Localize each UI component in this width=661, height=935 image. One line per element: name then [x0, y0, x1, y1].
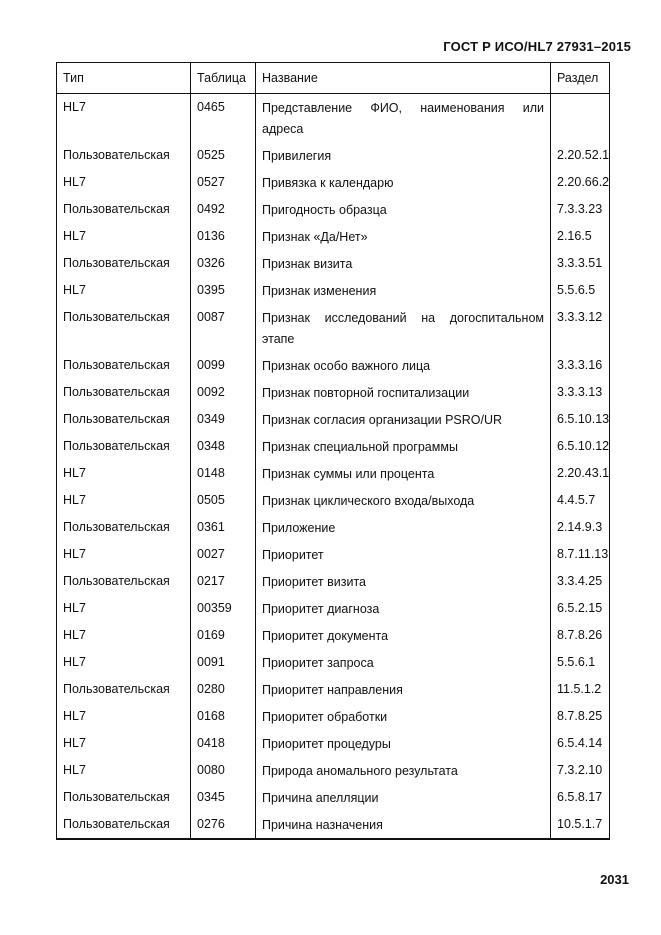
cell-name: Признак изменения — [256, 277, 551, 304]
cell-name: Причина назначения — [256, 811, 551, 839]
column-header-section: Раздел — [551, 63, 610, 94]
cell-type: Пользовательская — [57, 304, 191, 352]
cell-type: HL7 — [57, 541, 191, 568]
table-row — [57, 94, 610, 143]
cell-name: Приоритет визита — [256, 568, 551, 595]
table-row — [57, 223, 610, 250]
cell-type: HL7 — [57, 277, 191, 304]
cell-name: Признак повторной госпитализации — [256, 379, 551, 406]
cell-type: HL7 — [57, 223, 191, 250]
cell-table-code: 0091 — [191, 649, 256, 676]
cell-type: HL7 — [57, 169, 191, 196]
cell-section: 11.5.1.2 — [551, 676, 610, 703]
table-row — [57, 730, 610, 757]
cell-name: Приоритет документа — [256, 622, 551, 649]
cell-section: 3.3.3.16 — [551, 352, 610, 379]
cell-name: Признак особо важного лица — [256, 352, 551, 379]
cell-name: Привилегия — [256, 142, 551, 169]
cell-table-code: 0148 — [191, 460, 256, 487]
cell-type: HL7 — [57, 649, 191, 676]
table-row — [57, 142, 610, 169]
cell-section: 8.7.11.13 — [551, 541, 610, 568]
table-row — [57, 811, 610, 839]
cell-type: Пользовательская — [57, 568, 191, 595]
cell-section: 2.20.52.1 — [551, 142, 610, 169]
cell-table-code: 0361 — [191, 514, 256, 541]
table-row — [57, 676, 610, 703]
cell-type: Пользовательская — [57, 433, 191, 460]
cell-name: Признак циклического входа/выхода — [256, 487, 551, 514]
cell-name: Признак визита — [256, 250, 551, 277]
cell-name: Приоритет направления — [256, 676, 551, 703]
cell-name: Приоритет диагноза — [256, 595, 551, 622]
cell-type: HL7 — [57, 730, 191, 757]
cell-section: 6.5.4.14 — [551, 730, 610, 757]
cell-table-code: 0092 — [191, 379, 256, 406]
column-header-table: Таблица — [191, 63, 256, 94]
cell-section: 3.3.3.12 — [551, 304, 610, 352]
table-row — [57, 250, 610, 277]
cell-section — [551, 94, 610, 143]
cell-table-code: 0099 — [191, 352, 256, 379]
cell-table-code: 0168 — [191, 703, 256, 730]
cell-table-code: 0395 — [191, 277, 256, 304]
table-row — [57, 784, 610, 811]
cell-section: 5.5.6.5 — [551, 277, 610, 304]
cell-name: Приложение — [256, 514, 551, 541]
cell-table-code: 0280 — [191, 676, 256, 703]
cell-type: Пользовательская — [57, 514, 191, 541]
cell-section: 7.3.2.10 — [551, 757, 610, 784]
cell-section: 6.5.10.13 — [551, 406, 610, 433]
cell-name: Признак суммы или процента — [256, 460, 551, 487]
cell-type: Пользовательская — [57, 676, 191, 703]
table-row — [57, 406, 610, 433]
cell-table-code: 0492 — [191, 196, 256, 223]
cell-section: 3.3.3.51 — [551, 250, 610, 277]
cell-type: HL7 — [57, 460, 191, 487]
cell-table-code: 0348 — [191, 433, 256, 460]
page-number: 2031 — [600, 872, 629, 887]
standard-header: ГОСТ Р ИСО/HL7 27931–2015 — [443, 39, 631, 54]
cell-section: 2.16.5 — [551, 223, 610, 250]
cell-name: Приоритет процедуры — [256, 730, 551, 757]
cell-table-code: 0527 — [191, 169, 256, 196]
cell-table-code: 0326 — [191, 250, 256, 277]
table-row — [57, 487, 610, 514]
table-row — [57, 304, 610, 352]
cell-type: Пользовательская — [57, 352, 191, 379]
cell-section: 8.7.8.25 — [551, 703, 610, 730]
table-header-row — [57, 63, 610, 94]
table-row — [57, 277, 610, 304]
table-row — [57, 703, 610, 730]
cell-name: Признак специальной программы — [256, 433, 551, 460]
cell-name: Представление ФИО, наименования или адреса — [256, 94, 551, 143]
cell-section: 7.3.3.23 — [551, 196, 610, 223]
cell-table-code: 0080 — [191, 757, 256, 784]
cell-type: Пользовательская — [57, 196, 191, 223]
table-row — [57, 196, 610, 223]
data-table — [56, 62, 610, 840]
cell-table-code: 0217 — [191, 568, 256, 595]
cell-type: HL7 — [57, 94, 191, 143]
cell-section: 3.3.4.25 — [551, 568, 610, 595]
cell-table-code: 0027 — [191, 541, 256, 568]
cell-section: 2.20.66.2 — [551, 169, 610, 196]
cell-type: Пользовательская — [57, 142, 191, 169]
cell-name: Признак согласия организации PSRO/UR — [256, 406, 551, 433]
table-row — [57, 169, 610, 196]
cell-name: Приоритет обработки — [256, 703, 551, 730]
cell-section: 2.14.9.3 — [551, 514, 610, 541]
cell-name: Привязка к календарю — [256, 169, 551, 196]
cell-section: 6.5.8.17 — [551, 784, 610, 811]
cell-type: Пользовательская — [57, 784, 191, 811]
cell-table-code: 0087 — [191, 304, 256, 352]
table-row — [57, 622, 610, 649]
cell-section: 10.5.1.7 — [551, 811, 610, 839]
cell-name: Пригодность образца — [256, 196, 551, 223]
cell-name: Признак исследований на догоспитальном этапе — [256, 304, 551, 352]
cell-name: Приоритет — [256, 541, 551, 568]
table-row — [57, 352, 610, 379]
cell-name: Природа аномального результата — [256, 757, 551, 784]
cell-table-code: 0525 — [191, 142, 256, 169]
cell-section: 2.20.43.1 — [551, 460, 610, 487]
cell-section: 8.7.8.26 — [551, 622, 610, 649]
cell-type: Пользовательская — [57, 811, 191, 839]
table-body — [57, 94, 610, 840]
cell-table-code: 0136 — [191, 223, 256, 250]
column-header-name: Название — [256, 63, 551, 94]
table-row — [57, 460, 610, 487]
cell-section: 6.5.2.15 — [551, 595, 610, 622]
cell-name: Признак «Да/Нет» — [256, 223, 551, 250]
cell-name: Приоритет запроса — [256, 649, 551, 676]
cell-table-code: 0276 — [191, 811, 256, 839]
cell-section: 3.3.3.13 — [551, 379, 610, 406]
cell-type: Пользовательская — [57, 379, 191, 406]
table-row — [57, 379, 610, 406]
table-row — [57, 757, 610, 784]
cell-table-code: 0418 — [191, 730, 256, 757]
table-row — [57, 514, 610, 541]
cell-type: HL7 — [57, 595, 191, 622]
cell-table-code: 0345 — [191, 784, 256, 811]
cell-section: 5.5.6.1 — [551, 649, 610, 676]
cell-type: Пользовательская — [57, 406, 191, 433]
cell-name: Причина апелляции — [256, 784, 551, 811]
cell-section: 6.5.10.12 — [551, 433, 610, 460]
cell-type: HL7 — [57, 622, 191, 649]
table-row — [57, 568, 610, 595]
table-row — [57, 595, 610, 622]
cell-table-code: 00359 — [191, 595, 256, 622]
cell-type: HL7 — [57, 487, 191, 514]
cell-type: HL7 — [57, 703, 191, 730]
table-row — [57, 433, 610, 460]
cell-section: 4.4.5.7 — [551, 487, 610, 514]
cell-type: Пользовательская — [57, 250, 191, 277]
cell-table-code: 0465 — [191, 94, 256, 143]
column-header-type: Тип — [57, 63, 191, 94]
cell-type: HL7 — [57, 757, 191, 784]
table-row — [57, 541, 610, 568]
cell-table-code: 0505 — [191, 487, 256, 514]
table-row — [57, 649, 610, 676]
cell-table-code: 0169 — [191, 622, 256, 649]
cell-table-code: 0349 — [191, 406, 256, 433]
